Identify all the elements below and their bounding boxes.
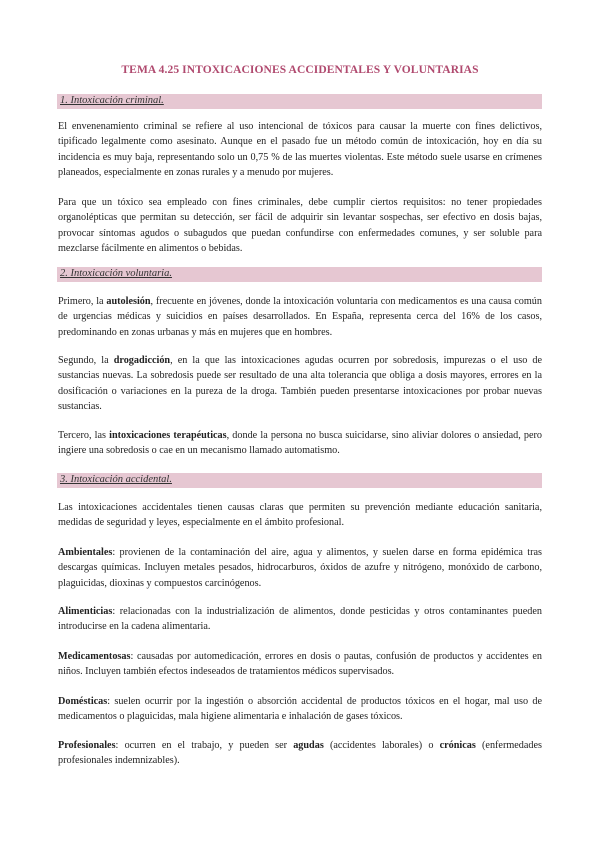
paragraph-alimenticias: Alimenticias: relacionadas con la industrialización de alimentos, donde pesticidas y otros contaminantes pueden introducirse en la cadena alimentaria. [58,606,542,633]
section-heading-text: 2. Intoxicación voluntaria. [60,268,172,279]
section-heading-voluntaria [57,267,542,282]
section-heading-text: 1. Intoxicación criminal. [60,95,164,106]
paragraph: Las intoxicaciones accidentales tienen causas claras que permiten su prevención mediante educación sanitaria, medidas de seguridad y leyes, especialmente en el ámbito profesional. [58,502,542,529]
section-heading-criminal [57,94,542,109]
paragraph-ambientales: Ambientales: provienen de la contaminación del aire, agua y alimentos, y suelen darse en forma epidémica tras descargas químicas. Incluyen metales pesados, hidrocarburos, óxidos de azufre y nitrógeno, monóxido de carbono, plaguicidas, dioxinas y compuestos carcinógenos. [58,547,542,589]
section-heading-accidental [57,473,542,488]
paragraph-autolesion: Primero, la autolesión, frecuente en jóvenes, donde la intoxicación voluntaria con medicamentos es una causa común de urgencias médicas y suicidios en países desarrollados. En España, representa cerca del 16% de los casos, predominando en zonas urbanas y más en mujeres que en hombres. [58,296,542,338]
section-heading-text: 3. Intoxicación accidental. [60,474,172,485]
page-title: TEMA 4.25 INTOXICACIONES ACCIDENTALES Y VOLUNTARIAS [121,64,479,76]
paragraph: El envenenamiento criminal se refiere al uso intencional de tóxicos para causar la muerte con fines delictivos, tipificado legalmente como asesinato. Aunque en el pasado fue un método común de intoxicación, hoy en día su incidencia es muy baja, representando solo un 0,75 % de las muertes violentas. Este método suele usarse en crímenes planeados, especialmente en zonas rurales y a menudo por mujeres. [58,121,542,178]
paragraph-profesionales: Profesionales: ocurren en el trabajo, y pueden ser agudas (accidentes laborales) o crónicas (enfermedades profesionales indemnizables). [58,740,542,767]
paragraph-domesticas: Domésticas: suelen ocurrir por la ingestión o absorción accidental de productos tóxicos en el hogar, mal uso de medicamentos o plaguicidas, mala higiene alimentaria e inhalación de gases tóxicos. [58,696,542,723]
paragraph-medicamentosas: Medicamentosas: causadas por automedicación, errores en dosis o pautas, confusión de productos y accidentes en niños. Incluyen también efectos indeseados de tratamientos médicos supervisados. [58,651,542,678]
paragraph: Para que un tóxico sea empleado con fines criminales, debe cumplir ciertos requisitos: no tener propiedades organolépticas que permitan su detección, ser fácil de adquirir sin levantar sospechas, ser efectivo en dosis bajas, provocar síntomas agudos o subagudos que puedan confundirse con enfermedades comunes, y ser soluble para mezclarse fácilmente en alimentos o bebidas. [58,197,542,254]
paragraph-terapeuticas: Tercero, las intoxicaciones terapéuticas, donde la persona no busca suicidarse, sino aliviar dolores o ansiedad, pero ingiere una sobredosis o cae en un mecanismo llamado automatismo. [58,430,542,457]
paragraph-drogadiccion: Segundo, la drogadicción, en la que las intoxicaciones agudas ocurren por sobredosis, impurezas o el uso de sustancias nuevas. La sobredosis puede ser resultado de una alta tolerancia que obliga a dosis mayores, errores en la dosificación o variaciones en la pureza de la droga. También pueden presentarse intoxicaciones por probar nuevas sustancias. [58,355,542,412]
